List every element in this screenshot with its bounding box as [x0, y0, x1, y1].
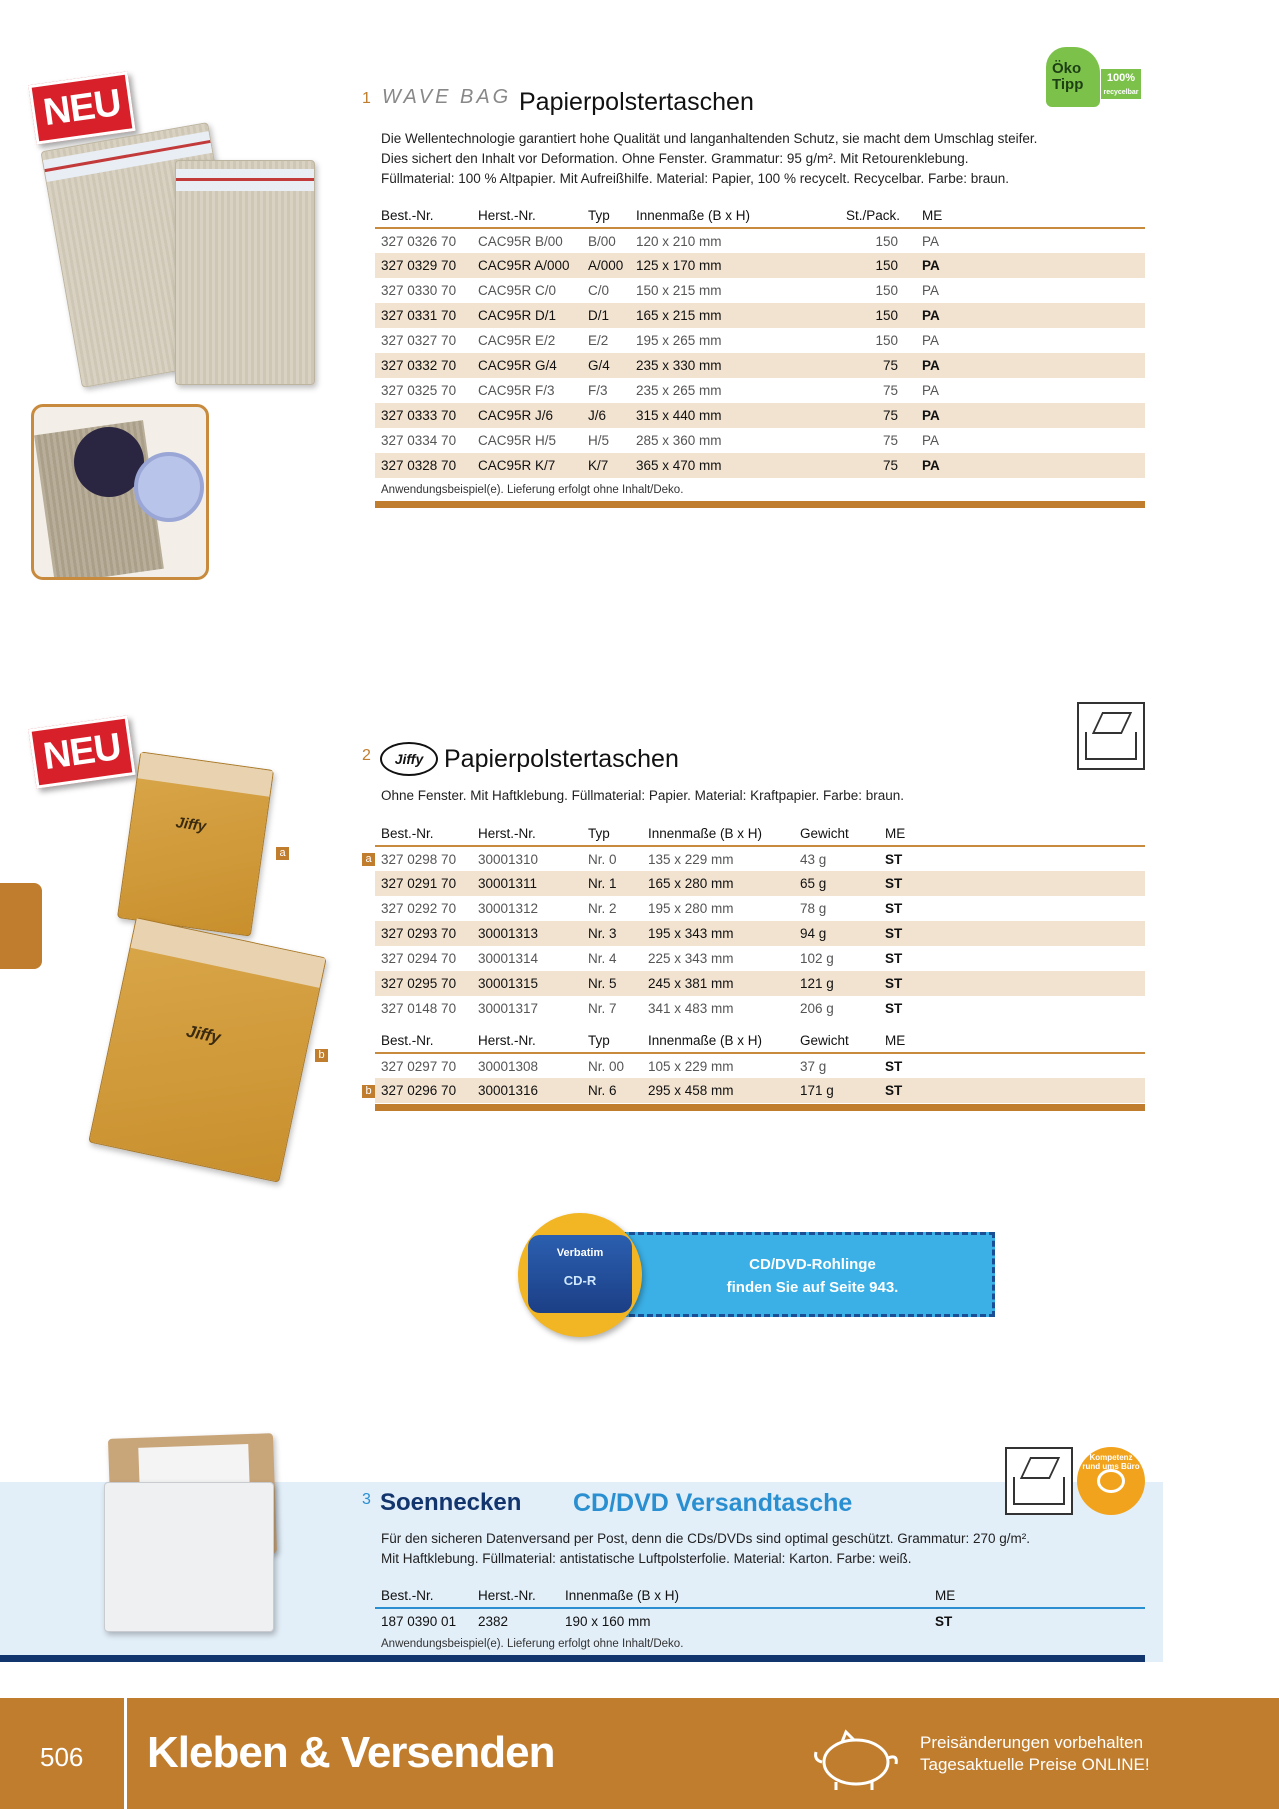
adhesive-seal-icon — [1077, 702, 1145, 770]
table-cell: 315 x 440 mm — [636, 403, 846, 428]
table-cell: 30001308 — [478, 1058, 539, 1074]
table-row — [375, 428, 1145, 453]
table-cell: B/00 — [588, 233, 616, 249]
table-cell: 135 x 229 mm — [648, 851, 734, 867]
soennecken-logo: Soennecken — [380, 1489, 522, 1516]
page-footer — [0, 1698, 1279, 1809]
table-row — [375, 946, 1145, 971]
table-cell: PA — [922, 233, 940, 249]
table-cell: 327 0328 70 — [375, 453, 478, 478]
table-cell: 30001314 — [478, 951, 539, 966]
table-cell: PA — [922, 383, 940, 398]
product-table-2b: Best.-Nr. Herst.-Nr. Typ Innenmaße (B x H) Gewicht ME 327 0297 70 30001308 Nr. 00 105 x 229 mm 37 g ST 327 0296 70 30001316 Nr. 6 295 x 458 mm 171 g ST — [375, 1029, 1145, 1103]
table-cell: 125 x 170 mm — [636, 253, 846, 278]
table-cell: 327 0291 70 — [375, 871, 478, 896]
table-cell: ST — [885, 1078, 1145, 1103]
table-row — [375, 1053, 1145, 1078]
table-cell: 75 — [882, 383, 898, 398]
chapter-tab — [0, 883, 42, 969]
kompetenz-badge: Kompetenz rund ums Büro — [1077, 1447, 1145, 1515]
table-cell: 30001311 — [478, 871, 588, 896]
oeko-tipp-badge: Öko Tipp 100% recycelbar — [1046, 47, 1146, 109]
product-table-3: Best.-Nr. Herst.-Nr. Innenmaße (B x H) ME 187 0390 01 2382 190 x 160 mm ST — [375, 1584, 1145, 1633]
table-cell: D/1 — [588, 303, 636, 328]
jiffy-envelope-small: Jiffy — [117, 751, 274, 936]
table-cell: G/4 — [588, 353, 636, 378]
table-cell: 341 x 483 mm — [648, 1001, 734, 1016]
table-cell: CAC95R K/7 — [478, 453, 588, 478]
table-cell: 187 0390 01 — [381, 1613, 457, 1629]
table-cell: 327 0334 70 — [381, 433, 457, 448]
table-cell: 150 — [875, 333, 898, 348]
table-cell: 43 g — [800, 851, 827, 867]
section-title-1: Papierpolstertaschen — [519, 88, 754, 116]
table-cell: 30001315 — [478, 971, 588, 996]
table-cell: 30001313 — [478, 921, 588, 946]
table-row — [375, 353, 1145, 378]
table-cell: 78 g — [800, 901, 827, 916]
table-cell: PA — [922, 283, 940, 298]
table-cell: PA — [922, 403, 1145, 428]
table-row — [375, 278, 1145, 303]
table-cell: 327 0297 70 — [381, 1058, 457, 1074]
table-cell: 2382 — [478, 1613, 509, 1629]
table-cell: 327 0148 70 — [381, 1001, 457, 1016]
table-cell: 327 0327 70 — [381, 333, 457, 348]
table-cell: ST — [885, 1058, 903, 1074]
table-cell: 206 g — [800, 1001, 834, 1016]
cd-dvd-mailer-front — [104, 1482, 274, 1632]
table-row — [375, 846, 1145, 871]
piggy-bank-icon — [812, 1728, 904, 1792]
table-cell: Nr. 0 — [588, 851, 617, 867]
table-cell: 30001317 — [478, 1001, 539, 1016]
table-cell: 150 — [875, 233, 898, 249]
table-cell: 195 x 280 mm — [648, 901, 734, 916]
table-cell: Nr. 3 — [588, 921, 648, 946]
table-cell: 75 — [846, 453, 922, 478]
table-row — [375, 453, 1145, 478]
table-cell: 327 0332 70 — [375, 353, 478, 378]
table-cell: E/2 — [588, 333, 609, 348]
table-cell: 75 — [882, 433, 898, 448]
table-cell: ST — [935, 1613, 953, 1629]
section-2-bottom-bar — [375, 1104, 1145, 1111]
table-cell: 245 x 381 mm — [648, 971, 800, 996]
table-cell: CAC95R E/2 — [478, 333, 556, 348]
table-cell: 235 x 265 mm — [636, 383, 722, 398]
table-cell: 327 0330 70 — [381, 283, 457, 298]
table-cell: 165 x 215 mm — [636, 303, 846, 328]
page-number: 506 — [40, 1742, 84, 1772]
table-row — [375, 1078, 1145, 1103]
footer-divider — [124, 1698, 127, 1809]
section-description-1: Die Wellentechnologie garantiert hohe Qualität und langanhaltenden Schutz, sie macht dem Umschlag steifer. Dies sichert den Inhalt vor Deformation. Ohne Fenster. Grammatur: 95 g/m². Mit Retourenklebung. Füllmaterial: 100 % Altpapier. Mit Aufreißhilfe. Material: Papier, 100 % recycelt. Recycelbar. Farbe: braun. — [381, 131, 1038, 186]
application-note-3: Anwendungsbeispiel(e). Lieferung erfolgt ohne Inhalt/Deko. — [381, 1638, 684, 1650]
price-notice: Preisänderungen vorbehalten Tagesaktuelle Preise ONLINE! — [920, 1733, 1150, 1774]
image-marker-a: a — [276, 847, 289, 860]
section-title-3: CD/DVD Versandtasche — [573, 1489, 853, 1517]
table-cell: PA — [922, 453, 1145, 478]
table-cell: F/3 — [588, 383, 608, 398]
table-cell: Nr. 00 — [588, 1058, 625, 1074]
row-marker-b: b — [362, 1085, 375, 1098]
section-1-bottom-bar — [375, 501, 1145, 508]
table-cell: CAC95R H/5 — [478, 433, 557, 448]
section-number-3: 3 — [362, 1491, 371, 1508]
table-row — [375, 871, 1145, 896]
table-cell: 327 0329 70 — [375, 253, 478, 278]
table-cell: 94 g — [800, 921, 885, 946]
section-title-2: Papierpolstertaschen — [444, 745, 679, 773]
product-table-1: Best.-Nr. Herst.-Nr. Typ Innenmaße (B x H) St./Pack. ME 327 0326 70 CAC95R B/00 B/00 120 x 210 mm 150 PA 327 0329 70 CAC95R A/000 A/000 125 x 170 mm 150 PA 327 0330 70 CAC95R C/0 C/0 150 x 215 mm 150 PA 327 0331 70 CAC95R D/1 D/1 165 x 215 mm 150 PA 327 0327 70 CAC95R E/2 E/2 195 x 265 mm 150 PA 327 0332 70 CAC95R G/4 G/4 235 x 330 mm 75 PA 327 0325 70 CAC95R F/3 F/3 235 x 265 mm 75 PA 327 0333 70 CAC95R J/6 J/6 315 x 440 mm 75 PA 327 0334 70 CAC95R H/5 H/5 285 x 360 mm 75 PA 327 0328 70 CAC95R K/7 K/7 365 x 470 mm 75 PA — [375, 204, 1145, 478]
table-cell: 327 0294 70 — [381, 951, 457, 966]
table-cell: 235 x 330 mm — [636, 353, 846, 378]
table-cell: 225 x 343 mm — [648, 951, 734, 966]
table-cell: CAC95R C/0 — [478, 283, 557, 298]
table-cell: 37 g — [800, 1058, 827, 1074]
table-cell: PA — [922, 253, 1145, 278]
table-row — [375, 996, 1145, 1021]
table-cell: 150 — [846, 303, 922, 328]
table-cell: 65 g — [800, 871, 885, 896]
section-description-2: Ohne Fenster. Mit Haftklebung. Füllmaterial: Papier. Material: Kraftpapier. Farbe: braun. — [381, 788, 904, 803]
table-row — [375, 896, 1145, 921]
table-cell: CAC95R J/6 — [478, 403, 588, 428]
section-3-bottom-bar — [0, 1655, 1145, 1662]
table-row — [375, 328, 1145, 353]
cd-dvd-reference-banner[interactable]: CD/DVD-Rohlinge finden Sie auf Seite 943. — [620, 1232, 995, 1317]
adhesive-seal-icon-2 — [1005, 1447, 1073, 1515]
table-cell: 30001310 — [478, 851, 539, 867]
table-cell: 327 0298 70 — [381, 851, 457, 867]
table-cell: ST — [885, 871, 1145, 896]
table-cell: CAC95R G/4 — [478, 353, 588, 378]
table-cell: ST — [885, 851, 903, 867]
table-cell: ST — [885, 921, 1145, 946]
neu-badge-2: NEU — [28, 715, 135, 788]
table-cell: PA — [922, 303, 1145, 328]
table-cell: 102 g — [800, 951, 834, 966]
rings-icon — [1097, 1469, 1125, 1493]
table-cell: H/5 — [588, 433, 610, 448]
jiffy-logo: Jiffy — [380, 742, 438, 776]
table-row — [375, 378, 1145, 403]
table-cell: ST — [885, 951, 903, 966]
table-cell: CAC95R D/1 — [478, 303, 588, 328]
table-cell: 327 0333 70 — [375, 403, 478, 428]
table-cell: 165 x 280 mm — [648, 871, 800, 896]
table-cell: 195 x 343 mm — [648, 921, 800, 946]
table-cell: 295 x 458 mm — [648, 1078, 800, 1103]
table-row — [375, 303, 1145, 328]
product-table-2: Best.-Nr. Herst.-Nr. Typ Innenmaße (B x H) Gewicht ME 327 0298 70 30001310 Nr. 0 135 x 229 mm 43 g ST 327 0291 70 30001311 Nr. 1 165 x 280 mm 65 g ST 327 0292 70 30001312 Nr. 2 195 x 280 mm 78 g ST 327 0293 70 30001313 Nr. 3 195 x 343 mm 94 g ST 327 0294 70 30001314 Nr. 4 225 x 343 mm 102 g ST 327 0295 70 30001315 Nr. 5 245 x 381 mm 121 g ST 327 0148 70 30001317 Nr. 7 341 x 483 mm 206 g ST — [375, 822, 1145, 1021]
table-cell: 75 — [846, 403, 922, 428]
table-cell: Nr. 6 — [588, 1078, 648, 1103]
table-cell: Nr. 7 — [588, 1001, 617, 1016]
jiffy-envelope-large: Jiffy — [88, 917, 327, 1183]
table-cell: ST — [885, 901, 903, 916]
table-cell: 30001316 — [478, 1078, 588, 1103]
chapter-title: Kleben & Versenden — [147, 1728, 555, 1777]
table-cell: 150 — [875, 283, 898, 298]
wave-bag-envelope-front — [175, 160, 315, 385]
cd-spindle-image: Verbatim CD-R — [518, 1213, 642, 1337]
table-cell: 150 — [846, 253, 922, 278]
table-cell: PA — [922, 333, 940, 348]
table-cell: Nr. 1 — [588, 871, 648, 896]
table-row — [375, 921, 1145, 946]
table-cell: CAC95R B/00 — [478, 233, 563, 249]
table-cell: C/0 — [588, 283, 610, 298]
table-cell: Nr. 2 — [588, 901, 617, 916]
table-cell: K/7 — [588, 453, 636, 478]
table-cell: Nr. 5 — [588, 971, 648, 996]
table-cell: CAC95R F/3 — [478, 383, 555, 398]
table-row — [375, 253, 1145, 278]
application-example-image — [31, 404, 209, 580]
table-cell: J/6 — [588, 403, 636, 428]
table-cell: A/000 — [588, 253, 636, 278]
table-row — [375, 228, 1145, 253]
table-cell: 30001312 — [478, 901, 539, 916]
table-cell: 327 0331 70 — [375, 303, 478, 328]
table-cell: 105 x 229 mm — [648, 1058, 734, 1074]
table-cell: 365 x 470 mm — [636, 453, 846, 478]
table-row — [375, 403, 1145, 428]
table-cell: 195 x 265 mm — [636, 333, 722, 348]
table-cell: 121 g — [800, 971, 885, 996]
table-cell: ST — [885, 1001, 903, 1016]
section-number-2: 2 — [362, 747, 371, 764]
table-cell: 327 0296 70 — [375, 1078, 478, 1103]
section-description-3: Für den sicheren Datenversand per Post, denn die CDs/DVDs sind optimal geschützt. Grammatur: 270 g/m². Mit Haftklebung. Füllmaterial: antistatische Luftpolsterfolie. Material: Karton. Farbe: weiß. — [381, 1531, 1031, 1566]
table-row — [375, 971, 1145, 996]
section-number-1: 1 — [362, 90, 371, 107]
table-cell: 190 x 160 mm — [565, 1613, 651, 1629]
image-marker-b: b — [315, 1049, 328, 1062]
table-cell: 75 — [846, 353, 922, 378]
table-cell: 327 0293 70 — [375, 921, 478, 946]
table-cell: 327 0325 70 — [381, 383, 457, 398]
application-note-1: Anwendungsbeispiel(e). Lieferung erfolgt ohne Inhalt/Deko. — [381, 484, 684, 496]
table-cell: 285 x 360 mm — [636, 433, 722, 448]
table-row — [375, 1608, 1145, 1633]
wave-bag-logo: WAVE BAG — [382, 86, 512, 108]
neu-badge-1: NEU — [28, 71, 135, 144]
table-cell: 150 x 215 mm — [636, 283, 722, 298]
table-cell: 327 0292 70 — [381, 901, 457, 916]
table-cell: ST — [885, 971, 1145, 996]
table-cell: PA — [922, 433, 940, 448]
row-marker-a: a — [362, 853, 375, 866]
table-cell: Nr. 4 — [588, 951, 617, 966]
table-cell: 171 g — [800, 1078, 885, 1103]
table-cell: PA — [922, 353, 1145, 378]
table-cell: 327 0326 70 — [381, 233, 457, 249]
table-cell: CAC95R A/000 — [478, 253, 588, 278]
table-cell: 327 0295 70 — [375, 971, 478, 996]
table-cell: 120 x 210 mm — [636, 233, 722, 249]
